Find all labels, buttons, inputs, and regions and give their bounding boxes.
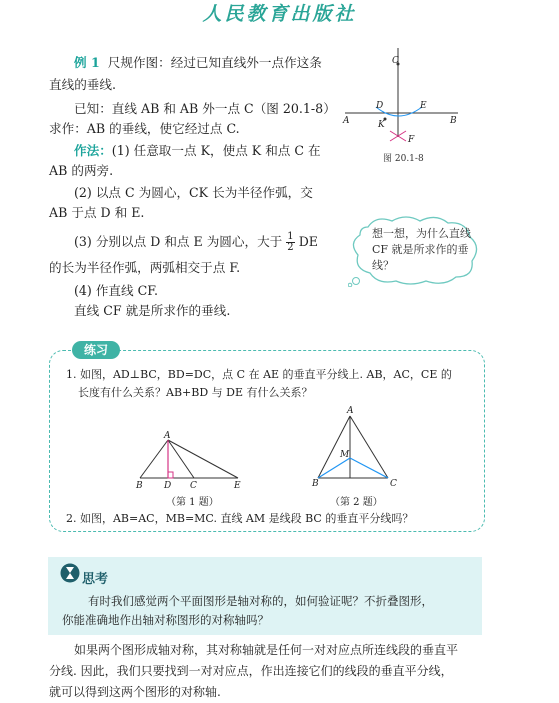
- label-E: E: [420, 101, 427, 111]
- practice-q2: 2. 如图，AB=AC，MB=MC. 直线 AM 是线段 BC 的垂直平分线吗？: [66, 512, 414, 525]
- think-title: 思考: [82, 572, 109, 587]
- fig1-label-A: A: [164, 431, 171, 441]
- fig1-label-C: C: [190, 481, 197, 490]
- label-B: B: [450, 116, 457, 126]
- fig1-label-E: E: [234, 481, 241, 490]
- label-D: D: [376, 101, 384, 111]
- fig1-caption: （第 1 题）: [166, 497, 219, 508]
- fig1-label-D: D: [164, 481, 172, 490]
- method-step1a: 作法：(1) 任意取一点 K，使点 K 和点 C 在: [74, 143, 321, 158]
- fig2-caption: （第 2 题）: [330, 497, 383, 508]
- practice-q1-line1: 1. 如图，AD⊥BC，BD=DC，点 C 在 AE 的垂直平分线上. AB，AC，CE 的: [66, 368, 452, 381]
- fig2-label-A: A: [347, 406, 354, 416]
- example-known: 已知：直线 AB 和 AB 外一点 C（图 20.1-8）: [74, 101, 336, 116]
- method-step3a: (3) 分别以点 D 和点 E 为圆心，大于 $\frac{1}{2}$ DE: [74, 231, 318, 253]
- example-label: 例 1: [74, 55, 100, 70]
- example-line2: 直线的垂线.: [49, 77, 116, 92]
- example-find: 求作：AB 的垂线，使它经过点 C.: [49, 121, 240, 136]
- method-step3b: 的长为半径作弧，两弧相交于点 F.: [49, 260, 241, 275]
- publisher-header: 人民教育出版社: [202, 3, 357, 25]
- fig2-label-M: M: [340, 450, 350, 460]
- think-line2: 你能准确地作出轴对称图形的对称轴吗？: [62, 613, 269, 627]
- think-line1: 有时我们感觉两个平面图形是轴对称的，如何验证呢？不折叠图形，: [88, 594, 433, 608]
- example-conclusion: 直线 CF 就是所求作的垂线.: [74, 303, 231, 318]
- figure-perpendicular-construction: [340, 45, 460, 145]
- method-step2a: (2) 以点 C 为圆心，CK 长为半径作弧，交: [74, 185, 313, 200]
- method-step1b: AB 的两旁.: [49, 163, 114, 178]
- cloud-text: 想一想，为什么直线 CF 就是所求作的垂线？: [372, 227, 471, 272]
- label-A: A: [343, 116, 350, 126]
- body-line3: 就可以得到这两个图形的对称轴.: [49, 685, 221, 699]
- figure-exercise-1: [130, 428, 250, 490]
- fig2-label-C: C: [390, 479, 397, 489]
- method-label: 作法：: [74, 143, 112, 158]
- label-F: F: [408, 135, 415, 145]
- label-K: K: [378, 120, 385, 130]
- fig2-label-B: B: [312, 479, 319, 489]
- fig1-label-B: B: [136, 481, 143, 490]
- method-step4: (4) 作直线 CF.: [74, 283, 159, 298]
- label-C: C: [392, 56, 399, 66]
- method-step2b: AB 于点 D 和 E.: [49, 205, 145, 220]
- hourglass-icon: [60, 563, 80, 583]
- body-line1: 如果两个图形成轴对称，其对称轴就是任何一对对应点所连线段的垂直平: [74, 643, 459, 657]
- fraction-half: $\frac{1}{2}$: [287, 231, 294, 253]
- body-line2: 分线. 因此，我们只要找到一对对应点，作出连接它们的线段的垂直平分线，: [49, 664, 453, 678]
- figure-caption: 图 20.1-8: [383, 154, 424, 164]
- practice-tag: 练习: [72, 341, 120, 359]
- figure-exercise-2: [310, 404, 400, 490]
- example-line1: 例 1 尺规作图：经过已知直线外一点作这条: [74, 55, 322, 70]
- practice-q1-line2: 长度有什么关系？AB+BD 与 DE 有什么关系？: [78, 386, 313, 399]
